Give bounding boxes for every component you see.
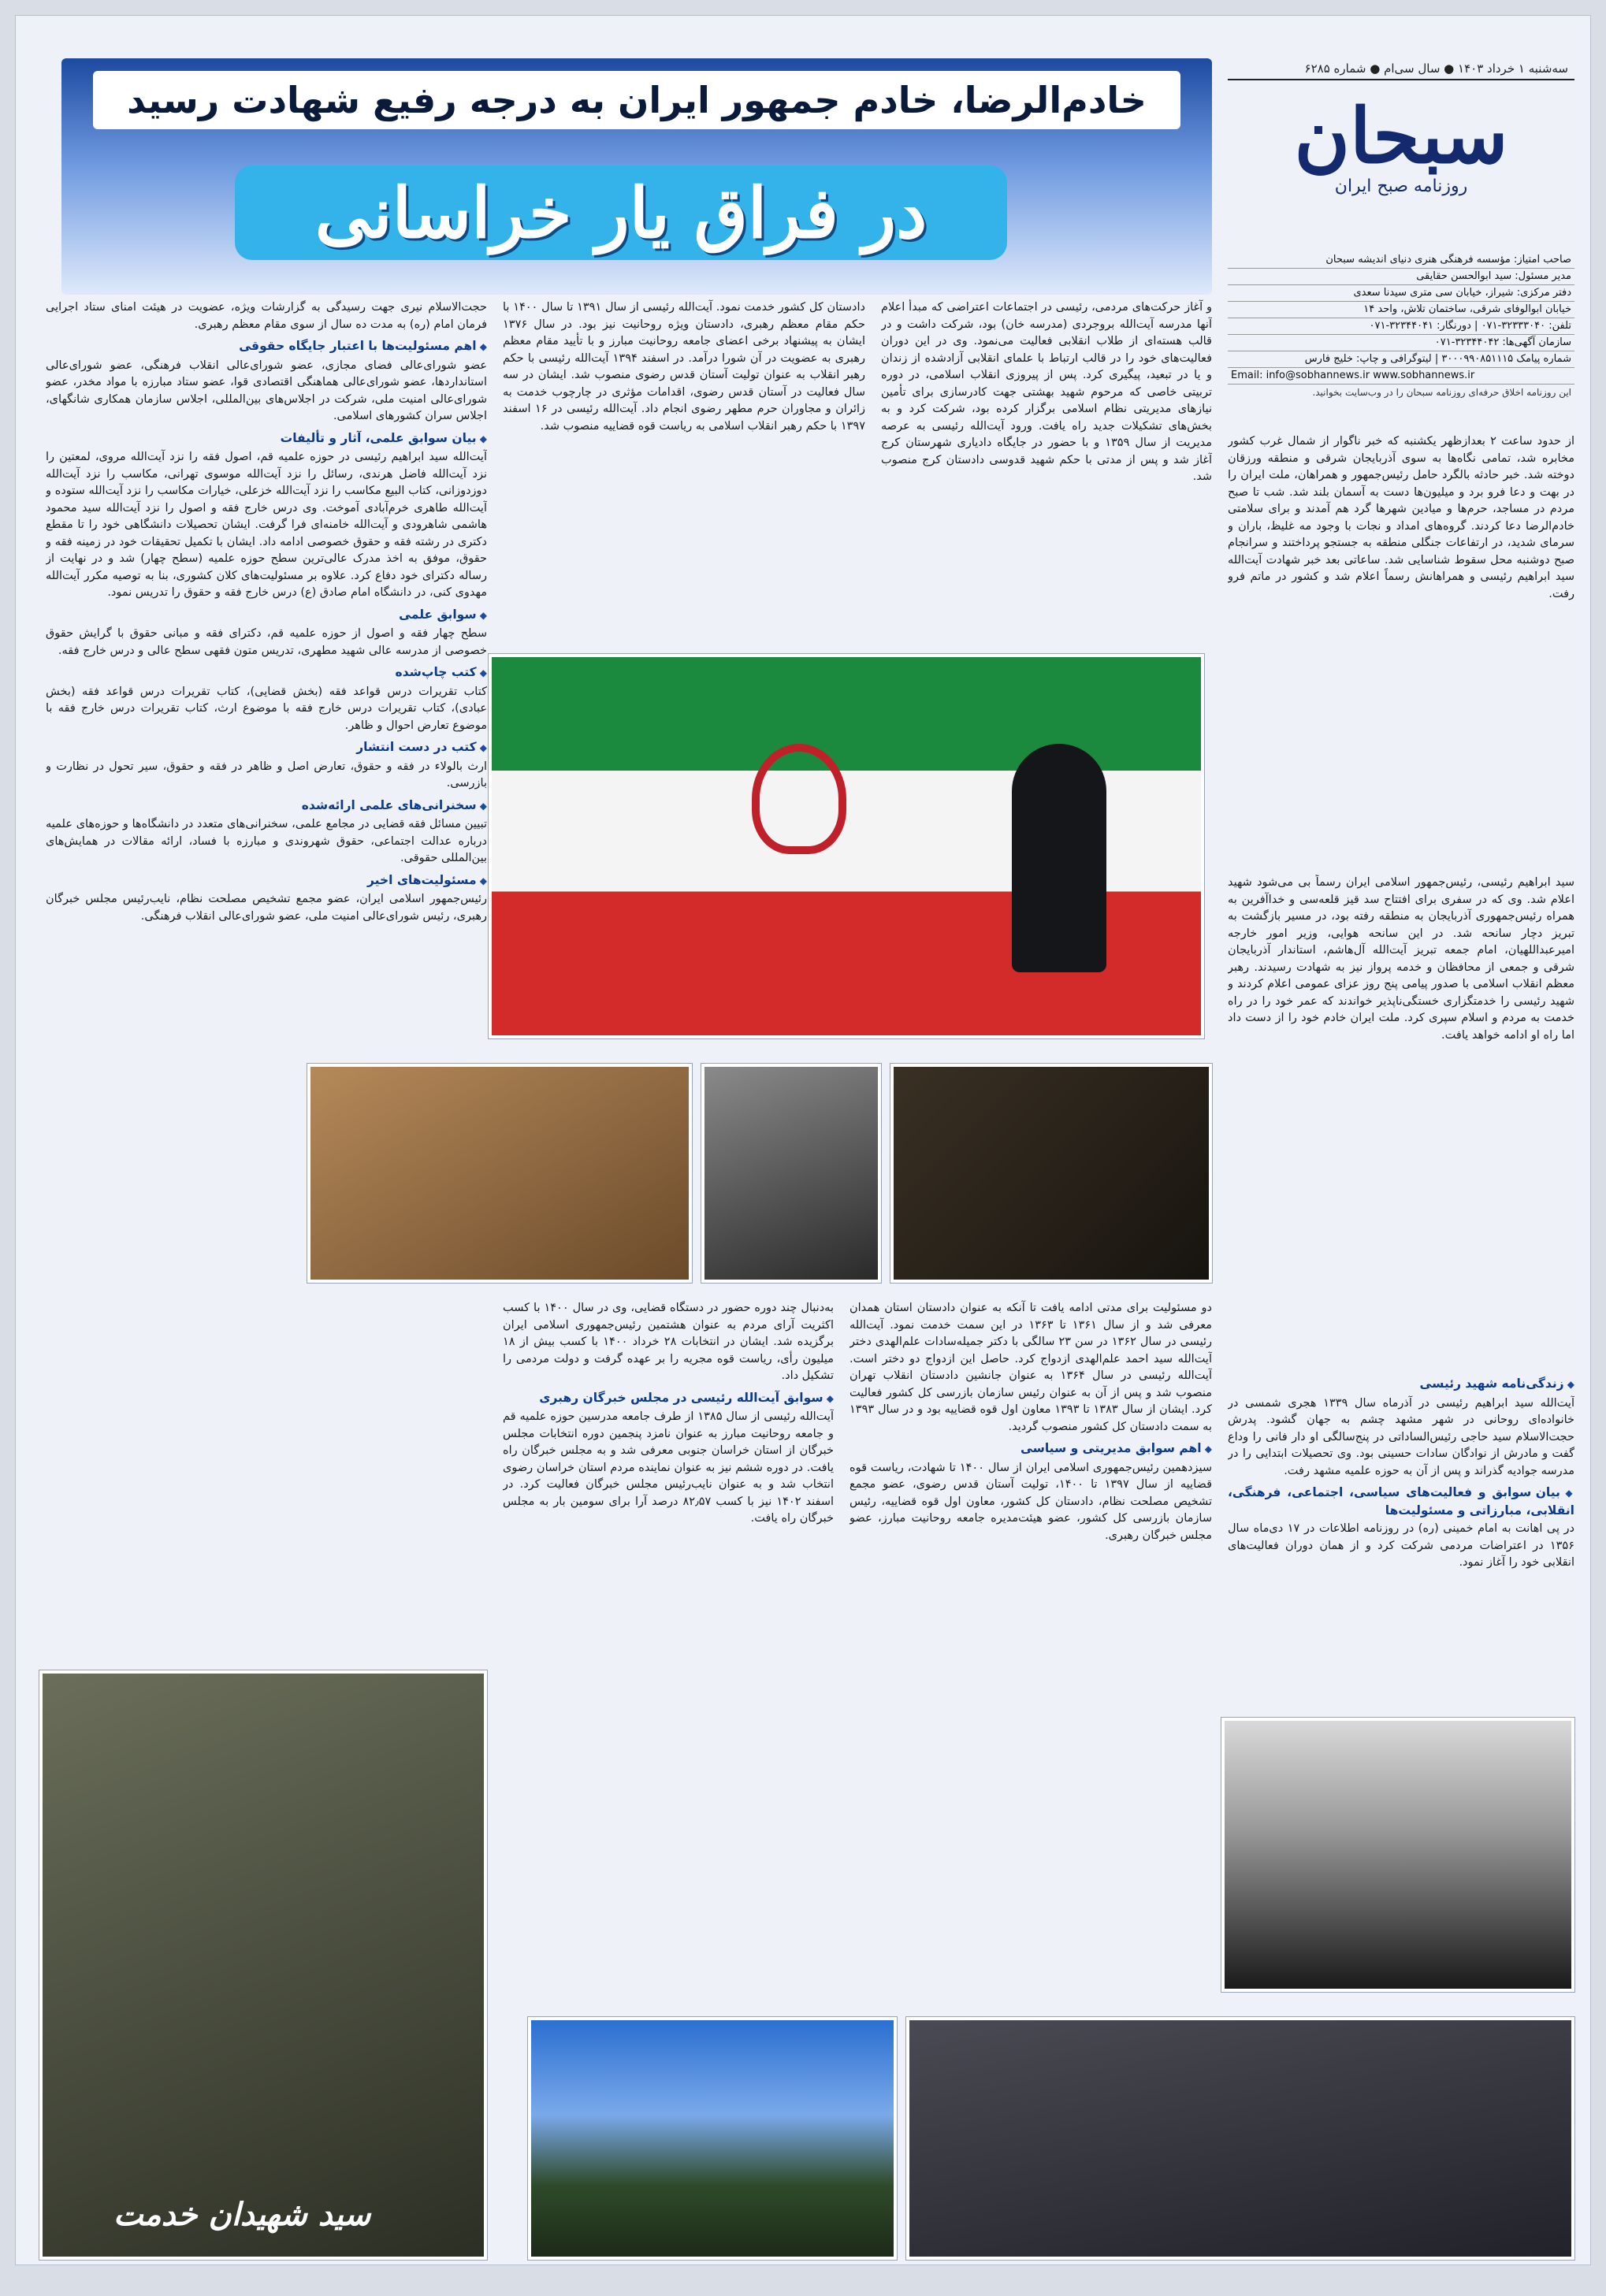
paragraph: تبیین مسائل فقه قضایی در مجامع علمی، سخنرانی‌های متعدد در دانشگاه‌ها و حوزه‌های علمیه درباره عدالت اجتماعی، حقوق شهروندی و مبارزه با فساد، ارائه مقالات در همایش‌های بین‌المللی حقوقی. — [46, 818, 487, 864]
article-mid2-bottom — [503, 1300, 834, 1820]
publisher-info — [1228, 252, 1574, 400]
paragraph: سید ابراهیم رئیسی، رئیس‌جمهور اسلامی ایران رسماً بی می‌شود شهید اعلام شد. وی که در سفری برای افتتاح سد قیز قلعه‌سی و خداآفرین به همراه رئیس‌جمهوری آذربایجان به منطقه رفته بود، در مسیر بازگشت به تبریز دچار سانحه شد. در این سانحه هوایی، وزیر امور خارجه امیرعبداللهیان، امام جمعه تبریز آیت‌الله آل‌هاشم، استاندار آذربایجان شرقی و جمعی از محافظان و خدمه پرواز نیز به شهادت رسیدند. رهبر معظم انقلاب اسلامی با صدور پیامی پنج روز عزای عمومی اعلام کردند و شهید رئیسی را خدمتگزاری خستگی‌ناپذیر خواندند که عمر خود را در راه خدمت به مردم و اسلام سپری کرد. ملت ایران خادم خود را از دست داد اما راه او ادامه خواهد یافت. — [1228, 876, 1574, 1042]
masthead — [1228, 58, 1574, 259]
paragraph: به‌دنبال چند دوره حضور در دستگاه قضایی، وی در سال ۱۴۰۰ با کسب اکثریت آرای مردم به عنوان هشتمین رئیس‌جمهوری اسلامی ایران برگزیده شد. ایشان در انتخابات ۲۸ خرداد ۱۴۰۰ با کسب بیش از ۱۸ میلیون رأی، ریاست قوه مجریه را بر عهده گرفت و دولت مردمی را تشکیل داد. — [503, 1302, 834, 1382]
info-owner: صاحب امتیاز: مؤسسه فرهنگی هنری دنیای اندیشه سبحان — [1228, 252, 1574, 269]
section-heading: ◆ مسئولیت‌های اخیر — [46, 872, 487, 890]
paragraph: حجت‌الاسلام نیری جهت رسیدگی به گزارشات ویژه، عضویت در هیئت امنای ستاد اجرایی فرمان امام (ره) به مدت ده سال از سوی مقام معظم رهبری. — [46, 301, 487, 331]
photo-parade — [528, 2017, 897, 2260]
section-heading: ◆ اهم مسئولیت‌ها با اعتبار جایگاه حقوقی — [46, 338, 487, 356]
photo-crowd — [906, 2017, 1574, 2260]
artwork-caption: سید شهیدان خدمت — [113, 2196, 371, 2233]
paragraph: آیت‌الله سید ابراهیم رئیسی در حوزه علمیه قم، اصول فقه را نزد آیت‌الله مروی، لمعتین را نزد آیت‌الله فاضل هرندی، رسائل را نزد آیت‌الله موسوی تهرانی، مکاسب را نزد آیت‌الله دوزدوزانی، کتاب البیع مکاسب را نزد آیت‌الله خزعلی، خیارات مکاسب را نزد آیت‌الله ستوده و آیت‌الله طاهری خرم‌آبادی آموخت. وی درس خارج فقه و اصول را نزد آیت‌الله سید محمود هاشمی شاهرودی و آیت‌الله خامنه‌ای فرا گرفت. ایشان تحصیلات دانشگاهی خود را تا مقطع دکتری در رشته فقه و حقوق خصوصی ادامه داد. ایشان با تکمیل تحقیقات خود در زمینه فقه و حقوق، موفق به اخذ مدرک عالی‌ترین سطح حوزه علمیه (سطح چهار) شد و در نهایت از رساله دکترای خود دفاع کرد. علاوه بر مسئولیت‌های کلان کشوری، بنا به توصیه مکرر آیت‌الله مهدوی کنی، در دانشگاه امام صادق (ع) درس خارج فقه و حقوق را تدریس نمود. — [46, 451, 487, 599]
sub-headline: در فراق یار خراسانی — [235, 165, 1007, 260]
article-right-mid — [1228, 875, 1574, 1363]
info-sms: شماره پیامک ۳۰۰۰۹۹۰۸۵۱۱۱۵ | لیتوگرافی و چاپ: خلیج فارس — [1228, 351, 1574, 368]
president-figure — [1012, 744, 1106, 972]
main-headline: خادم‌الرضا، خادم جمهور ایران به درجه رفیع شهادت رسید — [93, 71, 1180, 129]
paragraph: در پی اهانت به امام خمینی (ره) در روزنامه اطلاعات در ۱۷ دی‌ماه سال ۱۳۵۶ در اعتراضات مردمی شرکت کرد و از همان دوران فعالیت‌های انقلابی خود را آغاز نمود. — [1228, 1522, 1574, 1569]
paragraph: کتاب تقریرات درس قواعد فقه (بخش قضایی)، کتاب تقریرات درس قواعد فقه (بخش عبادی)، کتاب تقریرات درس خارج فقه با موضوع ارث، کتاب تقریرات درس خارج فقه با موضوع تعارض احوال و ظاهر. — [46, 685, 487, 732]
photo-childhood — [701, 1064, 881, 1283]
section-heading: ◆ سوابق آیت‌الله رئیسی در مجلس خبرگان رهبری — [503, 1390, 834, 1408]
newspaper-page — [16, 16, 1590, 2264]
section-heading: ◆ کتب چاپ‌شده — [46, 664, 487, 682]
section-heading: ◆ بیان سوابق علمی، آثار و تألیفات — [46, 430, 487, 448]
section-heading: ◆ سوابق علمی — [46, 607, 487, 625]
photo-portrait-speech — [1221, 1718, 1574, 1992]
newspaper-tagline: روزنامه صبح ایران — [1334, 176, 1468, 196]
paragraph: و آغاز حرکت‌های مردمی، رئیسی در اجتماعات اعتراضی که مبدأ اعلام آنها مدرسه آیت‌الله بروجردی (مدرسه خان) بود، شرکت داشت و در قالب هسته‌ای از طلاب انقلابی فعالیت می‌نمود. وی در این دوران فعالیت‌های خود را در قالب ارتباط با علمای انقلابی آزادشده از زندان و یا در تبعید، پیگیری کرد. پس از پیروزی انقلاب اسلامی، در دوره تربیتی خاصی که مرحوم شهید بهشتی جهت کادرسازی برای تأمین نیازهای مدیریتی نظام اسلامی برگزار کرده بود، شرکت کرد و به بخش‌های تشکیلات جدید راه یافت. ورود آیت‌الله رئیسی به عرصه مدیریت از سال ۱۳۵۹ و با حضور در جایگاه دادیاری شهرستان کرج آغاز شد و پس از مدتی با حکم شهید قدوسی دادستان کرج منصوب شد. — [881, 301, 1212, 483]
section-heading: ◆ بیان سوابق و فعالیت‌های سیاسی، اجتماعی، فرهنگی، انقلابی، مبارزاتی و مسئولیت‌ها — [1228, 1484, 1574, 1519]
photo-war-front — [307, 1064, 692, 1283]
paragraph: رئیس‌جمهور اسلامی ایران، عضو مجمع تشخیص مصلحت نظام، نایب‌رئیس مجلس خبرگان رهبری، رئیس شورای‌عالی امنیت ملی، عضو شورای‌عالی انقلاب فرهنگی. — [46, 893, 487, 923]
paragraph: ارث بالولاء در فقه و حقوق، تعارض اصل و ظاهر در فقه و حقوق، سیر تحول در نظارت و بازرسی. — [46, 760, 487, 789]
article-right-top — [1228, 433, 1574, 875]
article-mid1-bottom — [849, 1300, 1212, 2009]
section-heading: ◆ اهم سوابق مدیریتی و سیاسی — [849, 1440, 1212, 1458]
article-mid2-top — [503, 299, 865, 646]
info-ads: سازمان آگهی‌ها: ۳۲۳۴۴۰۴۲-۰۷۱ — [1228, 335, 1574, 351]
info-office: دفتر مرکزی: شیراز، خیابان سی متری سیدنا سعدی — [1228, 285, 1574, 302]
paragraph: دو مسئولیت برای مدتی ادامه یافت تا آنکه به عنوان دادستان استان همدان معرفی شد و از سال ۱۳۶۱ تا ۱۳۶۳ در این سمت خدمت نمود. آیت‌الله رئیسی در سال ۱۳۶۲ در سن ۲۳ سالگی با دکتر جمیله‌سادات علم‌الهدی دختر آیت‌الله سید احمد علم‌الهدی ازدواج کرد. حاصل این ازدواج دو دختر است. آیت‌الله رئیسی در سال ۱۳۶۴ به عنوان جانشین دادستان انقلاب تهران منصوب شد و پس از آن به عنوان رئیس سازمان بازرسی کل کشور فعالیت کرد. ایشان از سال ۱۳۸۳ تا ۱۳۹۳ معاون اول قوه قضاییه بود و در سال ۱۳۹۳ به سمت دادستان کل کشور منصوب گردید. — [849, 1302, 1212, 1433]
info-address: خیابان ابوالوفای شرقی، ساختمان تلاش، واحد ۱۴ — [1228, 302, 1574, 318]
photo-military-gathering — [39, 1670, 487, 2260]
section-heading: ◆ زندگی‌نامه شهید رئیسی — [1228, 1376, 1574, 1394]
paragraph: سیزدهمین رئیس‌جمهوری اسلامی ایران از سال ۱۴۰۰ تا شهادت، ریاست قوه قضاییه از سال ۱۳۹۷ تا ۱۴۰۰، تولیت آستان قدس رضوی، عضو مجمع تشخیص مصلحت نظام، دادستان کل کشور، معاون اول قوه قضاییه، رئیس سازمان بازرسی کل کشور، عضو هیئت‌مدیره جامعه روحانیت مبارز، عضو مجلس خبرگان رهبری. — [849, 1461, 1212, 1542]
article-mid1-top — [881, 299, 1212, 646]
info-phone: تلفن: ۳۲۳۳۳۰۴۰-۰۷۱ | دورنگار: ۳۲۳۴۴۰۴۱-۰۷۱ — [1228, 318, 1574, 335]
section-heading: ◆ کتب در دست انتشار — [46, 739, 487, 757]
info-note: این روزنامه اخلاق حرفه‌ای روزنامه سبحان را در وب‌سایت بخوانید. — [1312, 387, 1571, 398]
paragraph: آیت‌الله سید ابراهیم رئیسی در آذرماه سال ۱۳۳۹ هجری شمسی در خانواده‌ای روحانی در شهر مشهد چشم به جهان گشود. پدرش حجت‌الاسلام سید حاجی رئیس‌الساداتی در پنج‌سالگی او دار فانی را وداع گفت و مادرش از نوادگان سادات حسینی بود. وی تحصیلات ابتدایی را در مدرسه جوادیه گذراند و پس از آن به حوزه علمیه مشهد رفت. — [1228, 1396, 1574, 1477]
paragraph: عضو شورای‌عالی فضای مجازی، عضو شورای‌عالی انقلاب فرهنگی، عضو شورای‌عالی استانداردها، عضو شورای‌عالی هماهنگی اقتصادی قوا، عضو ستاد مبارزه با مواد مخدر، عضو شورای‌عالی امنیت ملی، شرکت در اجلاس‌های بین‌المللی، اجلاس سازمان همکاری شانگهای، اجلاس سران کشورهای اسلامی. — [46, 359, 487, 422]
newspaper-logo: سبحان — [1294, 91, 1508, 180]
flag-emblem-icon — [752, 744, 846, 854]
photo-flag-president — [489, 654, 1204, 1038]
paragraph: از حدود ساعت ۲ بعدازظهر یکشنبه که خبر ناگوار از شمال غرب کشور مخابره شد، تمامی نگاه‌ها به سوی آذربایجان شرقی و منطقه ورزقان دوخته شد. خبر حادثه بالگرد حامل رئیس‌جمهور و همراهان، ملت ایران را در بهت و دعا فرو برد و میلیون‌ها دست به آسمان بلند شد. شب تا صبح مردم در مساجد، حرم‌ها و میادین شهرها گرد هم آمدند و برای سلامتی خادم‌الرضا دعا کردند. گروه‌های امداد و نجات با وجود مه غلیظ، باران و سرمای شدید، در ارتفاعات جنگلی منطقه به جستجو پرداختند و سرانجام صبح دوشنبه محل سقوط شناسایی شد. ساعاتی بعد خبر شهادت آیت‌الله سید ابراهیم رئیسی و همراهانش رسماً اعلام شد و کشور در ماتم فرو رفت. — [1228, 435, 1574, 600]
photo-young-cleric — [890, 1064, 1212, 1283]
paragraph: آیت‌الله رئیسی از سال ۱۳۸۵ از طرف جامعه مدرسین حوزه علمیه قم و جامعه روحانیت مبارز به عنوان نامزد پنجمین دوره انتخابات مجلس خبرگان از استان خراسان جنوبی معرفی شد و به مجلس خبرگان راه یافت. در دوره ششم نیز به عنوان نماینده مردم استان خراسان رضوی انتخاب شد و به عنوان نایب‌رئیس مجلس خبرگان فعالیت کرد. در اسفند ۱۴۰۲ نیز با کسب ۸۲٫۵۷ درصد آرا برای سومین بار به مجلس خبرگان راه یافت. — [503, 1410, 834, 1525]
paragraph: دادستان کل کشور خدمت نمود. آیت‌الله رئیسی از سال ۱۳۹۱ تا سال ۱۴۰۰ با حکم مقام معظم رهبری، دادستان ویژه روحانیت نیز بود. در سال ۱۳۷۶ ایشان به پیشنهاد برخی اعضای جامعه روحانیت مبارز و با تأیید مقام معظم رهبری به عضویت در آن شورا درآمد. در اسفند ۱۳۹۴ آیت‌الله رئیسی با حکم رهبر انقلاب به عنوان تولیت آستان قدس رضوی منصوب شد. ایشان در سه سال فعالیت در آستان قدس رضوی، اقدامات مؤثری در چارچوب خدمت به زائران و مجاوران حرم مطهر رضوی انجام داد. آیت‌الله رئیسی در ۱۶ اسفند ۱۳۹۷ با حکم رهبر انقلاب اسلامی به ریاست قوه قضاییه منصوب شد. — [503, 301, 865, 433]
article-left — [46, 299, 487, 1639]
article-right-low — [1228, 1371, 1574, 1702]
info-email[interactable]: Email: info@sobhannews.ir www.sobhannews.ir — [1228, 368, 1574, 385]
paragraph: سطح چهار فقه و اصول از حوزه علمیه قم، دکترای فقه و مبانی حقوق با گرایش حقوق خصوصی از مدرسه عالی شهید مطهری، تدریس متون فقهی سطح عالی و درس خارج فقه. — [46, 627, 487, 657]
info-manager: مدیر مسئول: سید ابوالحسن حقایقی — [1228, 269, 1574, 285]
section-heading: ◆ سخنرانی‌های علمی ارائه‌شده — [46, 797, 487, 815]
issue-date: سه‌شنبه ۱ خرداد ۱۴۰۳ ● سال سی‌ام ● شماره ۶۲۸۵ — [1228, 58, 1574, 80]
